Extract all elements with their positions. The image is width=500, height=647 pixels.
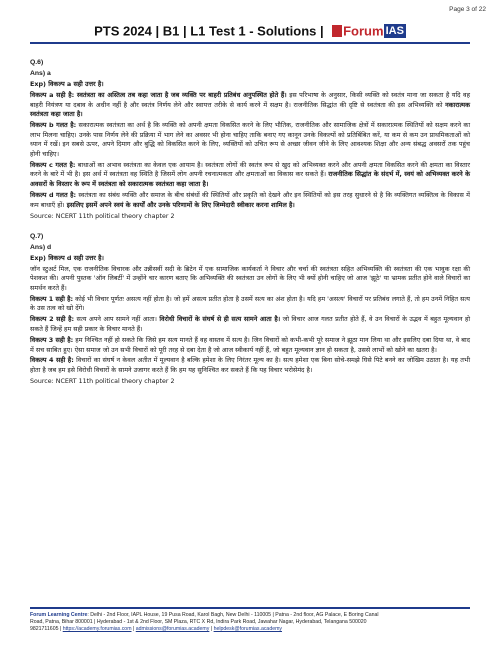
option-b-text: सकारात्मक स्वतंत्रता का अर्थ है कि व्यक्ति को अपनी क्षमता विकसित करने के लिए भौतिक, राजनीतिक और सामाजिक क्षेत्रों में सकारात्मक स्थितियों को सक्षम करने का लाभ मिलना चाहिए। उनके पास निर्णय लेने की प्रक्रिया में भाग लेने का अवसर भी होना चाहिए ताकि बनाए गए कानून उनके विकल्पों को प्रतिबिंबित करें, या कम से कम उन प्राथमिकताओं को ध्यान में रखें। इन सबसे ऊपर, अपने दिमाग और बुद्धि को विकसित करने के लिए, व्यक्तियों को उचित रूप से अच्छा जीवन जीने के लिए आवश्यक शिक्षा और अन्य संबद्ध अवसरों तक पहुंच होनी चाहिए। [30, 121, 470, 158]
option-b-explanation [30, 121, 470, 159]
source-citation: Source: NCERT 11th political theory chapter 2 [30, 212, 175, 220]
footer-helpdesk-link[interactable]: helpdesk@forumias.academy [213, 626, 283, 633]
option-a-lead: विकल्प a सही है: स्वतंत्रता का अस्तित्व तब कहा जाता है जब व्यक्ति पर बाहरी प्रतिबंध अनुपस्थित होते हैं। [30, 90, 287, 99]
answer-label: Ans) a [30, 69, 51, 77]
option-d-text: स्वतंत्रता का संबंध व्यक्ति और समाज के बीच संबंधों की स्थितियों और प्रकृति को देखने और इन स्थितियों को इस तरह सुधारने से है कि व्यक्तिगत व्यक्तित्व के विकास में कम बाधाएँ हों। [30, 191, 470, 209]
option-c-bold-end: राजनीतिक सिद्धांत के संदर्भ में, स्वयं को अभिव्यक्त करने के अवसरों के विस्तार के रूप में स्वतंत्रता को सकारात्मक स्वतंत्रता कहा जाता है। [30, 170, 470, 189]
statement-4-text: विचारों का संघर्ष न केवल अतीत में मूल्यवान है बल्कि हमेशा के लिए निरंतर मूल्य का है। सत्य हमेशा एक बिना सोचे-समझे घिसे पिटे बनने का जोखिम उठाता है। यह तभी होता है जब हम इसे विरोधी विचारों के सामने उजागर करते हैं कि हम यह सुनिश्चित कर सकते हैं कि यह विचार भरोसेमंद है। [30, 356, 470, 375]
footer-website-link[interactable]: https://academy.forumias.com [62, 626, 132, 633]
option-d-explanation [30, 191, 470, 210]
page-header [0, 22, 500, 40]
statement-4-lead: विकल्प 4 सही है: [30, 356, 74, 365]
option-c-lead: विकल्प c गलत है: [30, 160, 76, 169]
footer-divider [30, 607, 470, 609]
logo-ias-text: IAS [385, 24, 404, 37]
exp-label: Exp) [30, 253, 46, 262]
question-number: Q.6) [30, 59, 44, 66]
option-c-text: बाधाओं का अभाव स्वतंत्रता का केवल एक आयाम है। स्वतंत्रता लोगों की स्वतंत्र रूप से खुद को अभिव्यक्त करने और अपनी क्षमता विकसित करने की क्षमता का विस्तार करने के बारे में भी है। इस अर्थ में स्वतंत्रता वह स्थिति है जिसमें लोग अपनी रचनात्मकता और क्षमताओं का विकास कर सकते हैं। [30, 160, 470, 179]
explanation-heading [30, 254, 470, 264]
forumias-logo [332, 22, 406, 40]
option-a-text: इस परिभाषा के अनुसार, किसी व्यक्ति को स्वतंत्र माना जा सकता है यदि वह बाहरी नियंत्रण या दबाव के अधीन नहीं है और स्वतंत्र निर्णय लेने और स्वायत्त तरीके से कार्य करने में सक्षम है। राजनीतिक सिद्धांत की दृष्टि से स्वतंत्रता की इस अभिव्यक्ति को [30, 90, 470, 109]
document-title: PTS 2024 | B1 | L1 Test 1 - Solutions | [94, 23, 324, 39]
option-d-lead: विकल्प d गलत है: [30, 191, 77, 200]
header-divider [30, 42, 470, 44]
logo-forum-text: Forum [343, 23, 384, 39]
statement-2-text-2: जो विचार आज गलत प्रतीत होते हैं, वे उन विचारों के उद्भव में बहुत मूल्यवान हो सकते हैं जिन्हें हम सही प्रकार के विचार मानते हैं। [30, 315, 470, 333]
question-number: Q.7) [30, 232, 44, 240]
statement-3-text: हम निश्चित नहीं हो सकते कि जिसे हम सत्य मानते हैं वह वास्तव में सत्य है। जिन विचारों को कभी-कभी पूरे समाज ने झूठा मान लिया था और इसलिए दबा दिया था, वे बाद में सच साबित हुए। ऐसा समाज जो उन सभी विचारों को पूरी तरह से दबा देता है जो आज स्वीकार्य नहीं हैं, जो बहुत मूल्यवान ज्ञान हो सकता है, उससे लाभों को खोने का खतरा है। [30, 335, 470, 354]
footer-line-2: Road, Patna, Bihar 800001 | Hyderabad - 1st & 2nd Floor, SM Plaza, RTC X Rd, Indira Park Road, Jawahar Nagar, Hyderabad, Telangana 500020 [30, 619, 367, 626]
statement-1-explanation [30, 295, 470, 314]
footer-admissions-link[interactable]: admissions@forumias.academy [135, 626, 210, 633]
explanation-heading [30, 80, 470, 90]
footer-brand: Forum Learning Centre [30, 612, 88, 618]
footer-line-3 [30, 626, 470, 633]
option-b-lead: विकल्प b गलत है: [30, 121, 77, 130]
exp-label: Exp) [30, 79, 46, 88]
option-a-explanation [30, 91, 470, 120]
footer-separator: | [131, 626, 136, 633]
intro-paragraph: जॉन स्टुअर्ट मिल, एक राजनीतिक विचारक और उन्नीसवीं सदी के ब्रिटेन में एक सामाजिक कार्यकर्ता ने विचार और चर्चा की स्वतंत्रता सहित अभिव्यक्ति की स्वतंत्रता की एक भावुक रक्षा की पेशकश की। अपनी पुस्तक 'ऑन लिबर्टी' में उन्होंने चार कारण बताए कि अभिव्यक्ति की स्वतंत्रता उन लोगों के लिए भी क्यों होनी चाहिए जो आज 'झूठे' या भ्रामक प्रतीत होने वाले विचारों का समर्थन करते हैं। [30, 264, 470, 292]
footer-phone: 9821711605 | [30, 626, 63, 633]
statement-2-text: सत्य अपने आप सामने नहीं आता। [74, 315, 160, 324]
footer-separator: | [209, 626, 214, 633]
statement-1-text: कोई भी विचार पूर्णतः असत्य नहीं होता है। जो हमें असत्य प्रतीत होता है उसमें सत्य का अंश होता है। यदि हम 'असत्य' विचारों पर प्रतिबंध लगाते हैं, तो हम उनमें निहित सत्य के उस तत्व को खो देंगे। [30, 294, 470, 313]
statement-3-explanation [30, 336, 470, 355]
footer-line-1 [30, 612, 470, 619]
solutions-content [30, 58, 470, 388]
statement-4-explanation [30, 356, 470, 375]
statement-2-explanation [30, 315, 470, 334]
exp-head: विकल्प d सही उत्तर है। [48, 253, 104, 262]
page-footer [30, 612, 470, 634]
footer-address-1: : Delhi - 2nd Floor, IAPL House, 19 Pusa Road, Karol Bagh, New Delhi - 110005 | Patna - 2nd floor, AG Palace, E Boring Canal [87, 612, 379, 618]
answer-label: Ans) d [30, 243, 52, 251]
source-citation: Source: NCERT 11th political theory chapter 2 [30, 378, 175, 386]
logo-mark-icon [332, 25, 342, 37]
statement-2-bold: विरोधी विचारों के संघर्ष से ही सत्य सामने आता है। [159, 315, 281, 324]
option-a-bold-end: नकारात्मक स्वतंत्रता कहा जाता है। [30, 100, 470, 119]
option-d-bold-end: इसलिए इसमें अपने स्वयं के कार्यों और उनके परिणामों के लिए जिम्मेदारी स्वीकार करना शामिल है। [66, 200, 295, 209]
exp-head: विकल्प a सही उत्तर है। [48, 79, 104, 88]
option-c-explanation [30, 161, 470, 190]
question-gap [30, 223, 470, 232]
statement-2-lead: विकल्प 2 सही है: [30, 315, 75, 324]
page-number: Page 3 of 22 [449, 6, 486, 13]
statement-3-lead: विकल्प 3 सही है: [30, 335, 74, 344]
statement-1-lead: विकल्प 1 सही है: [30, 294, 74, 303]
